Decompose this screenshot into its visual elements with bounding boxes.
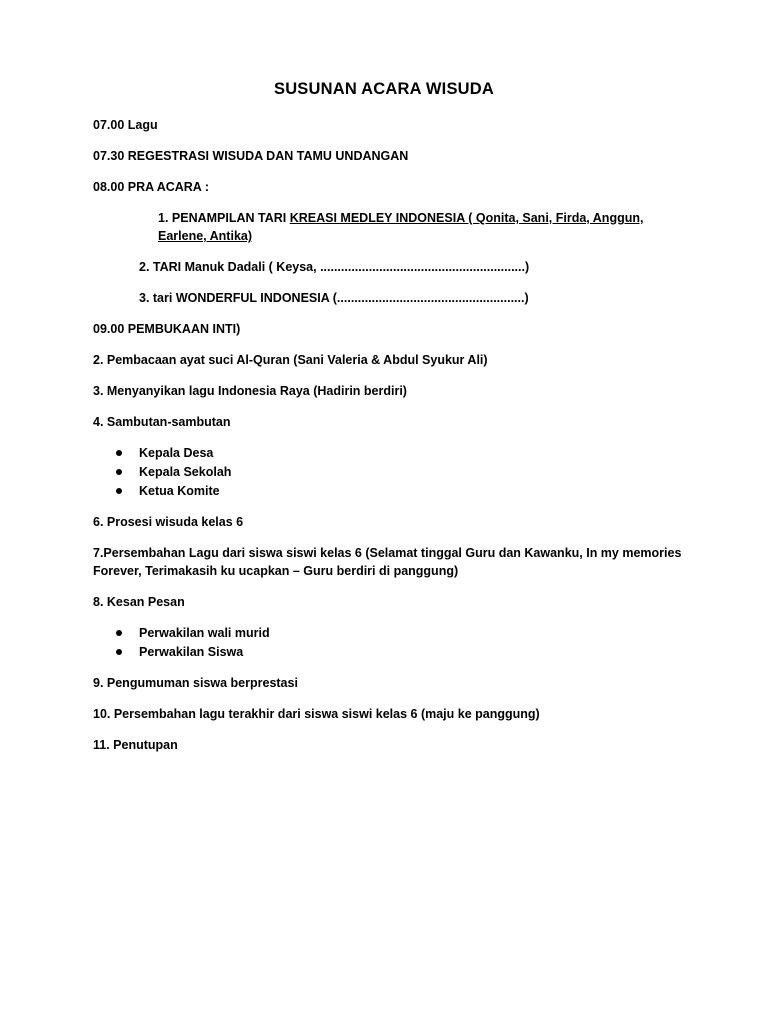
- sambutan-item: Kepala Sekolah: [139, 465, 232, 479]
- pra-acara-item-1-underlined: KREASI MEDLEY INDONESIA ( Qonita, Sani, Firda, Anggun,: [289, 211, 644, 225]
- schedule-lagu: 07.00 Lagu: [93, 118, 158, 132]
- kesan-item: Perwakilan wali murid: [139, 626, 270, 640]
- schedule-pembukaan: 09.00 PEMBUKAAN INTI): [93, 322, 241, 336]
- item-2: 2. Pembacaan ayat suci Al-Quran (Sani Valeria & Abdul Syukur Ali): [93, 353, 488, 367]
- bullet-icon: [116, 649, 122, 655]
- pra-acara-item-1-prefix: 1. PENAMPILAN TARI: [158, 211, 290, 225]
- item-3: 3. Menyanyikan lagu Indonesia Raya (Hadirin berdiri): [93, 384, 407, 398]
- item-7-line-2: Forever, Terimakasih ku ucapkan – Guru berdiri di panggung): [93, 564, 459, 578]
- item-9: 9. Pengumuman siswa berprestasi: [93, 676, 298, 690]
- sambutan-item: Ketua Komite: [139, 484, 220, 498]
- item-8: 8. Kesan Pesan: [93, 595, 185, 609]
- page-title: SUSUNAN ACARA WISUDA: [273, 80, 495, 98]
- schedule-registrasi: 07.30 REGESTRASI WISUDA DAN TAMU UNDANGAN: [93, 149, 409, 163]
- pra-acara-item-3: 3. tari WONDERFUL INDONESIA (......................................................): [139, 291, 529, 305]
- bullet-icon: [116, 630, 122, 636]
- pra-acara-item-1-cont: Earlene, Antika): [158, 229, 253, 243]
- bullet-icon: [116, 469, 122, 475]
- pra-acara-item-1: [158, 209, 643, 227]
- bullet-icon: [116, 450, 122, 456]
- schedule-pra-acara: 08.00 PRA ACARA :: [93, 180, 209, 194]
- item-6: 6. Prosesi wisuda kelas 6: [93, 515, 244, 529]
- item-4: 4. Sambutan-sambutan: [93, 415, 231, 429]
- item-11: 11. Penutupan: [93, 738, 178, 752]
- pra-acara-item-2: 2. TARI Manuk Dadali ( Keysa, ...........................................................): [139, 260, 530, 274]
- sambutan-item: Kepala Desa: [139, 446, 214, 460]
- item-7-line-1: 7.Persembahan Lagu dari siswa siswi kelas 6 (Selamat tinggal Guru dan Kawanku, In my memories: [93, 546, 682, 560]
- bullet-icon: [116, 488, 122, 494]
- kesan-item: Perwakilan Siswa: [139, 645, 244, 659]
- item-10: 10. Persembahan lagu terakhir dari siswa siswi kelas 6 (maju ke panggung): [93, 707, 540, 721]
